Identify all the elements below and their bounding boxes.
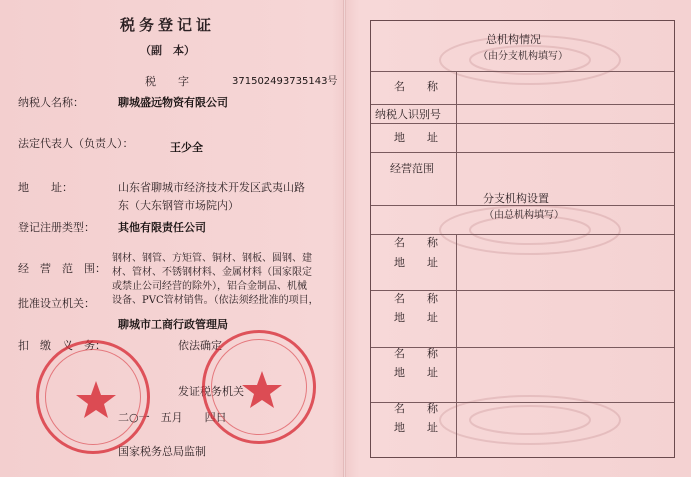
- taxpayer-name-label: 纳税人名称：: [18, 96, 84, 109]
- branch-name-label: 名 称: [394, 347, 438, 360]
- table-rule: [371, 234, 674, 235]
- withhold-label: 扣 缴 义 务：: [18, 339, 106, 352]
- branch-addr-label: 地 址: [394, 366, 438, 379]
- row-label-name: 名 称: [394, 80, 438, 93]
- scope-line: 材、管材、不锈钢材料、金属材料（国家限定: [112, 267, 312, 278]
- table-rule: [371, 123, 674, 124]
- address-line-2: 东（大东钢管市场院内）: [118, 199, 239, 212]
- table-divider: [456, 71, 457, 205]
- scope-line: 设备、PVC管材销售。（依法须经批准的项目，: [112, 295, 319, 306]
- table-divider: [456, 234, 457, 458]
- row-label-scope: 经营范围: [390, 162, 434, 175]
- withhold-value: 依法确定: [178, 339, 222, 352]
- taxpayer-name-value: 聊城盛远物资有限公司: [118, 96, 228, 109]
- certificate-title: 税务登记证: [120, 16, 216, 34]
- head-office-title: 总机构情况: [486, 33, 541, 46]
- branch-name-label: 名 称: [394, 292, 438, 305]
- head-office-note: （由分支机构填写）: [478, 51, 568, 62]
- branch-addr-label: 地 址: [394, 421, 438, 434]
- branch-title: 分支机构设置: [483, 192, 549, 205]
- scope-line: 钢材、钢管、方矩管、铜材、钢板、圆钢、建: [112, 253, 312, 264]
- branch-name-label: 名 称: [394, 236, 438, 249]
- tax-no-label: 税 字: [145, 75, 189, 88]
- reg-type-value: 其他有限责任公司: [118, 221, 206, 234]
- stamp-star-icon: [205, 333, 319, 447]
- table-rule: [371, 71, 674, 72]
- certificate-subtitle: （副 本）: [140, 44, 195, 57]
- branch-addr-label: 地 址: [394, 256, 438, 269]
- table-rule: [371, 152, 674, 153]
- row-label-taxpayer-id: 纳税人识别号: [375, 108, 441, 121]
- branch-name-label: 名 称: [394, 402, 438, 415]
- issue-date: 二○一 五月 四日: [118, 411, 227, 424]
- approval-value: 聊城市工商行政管理局: [118, 318, 228, 331]
- national-tax-stamp: [36, 340, 150, 454]
- approval-label: 批准设立机关：: [18, 297, 95, 310]
- stamp-star-icon: [39, 343, 153, 457]
- row-label-address: 地 址: [394, 131, 438, 144]
- legal-rep-value: 王少全: [170, 141, 203, 154]
- local-tax-stamp: [202, 330, 316, 444]
- table-rule: [371, 290, 674, 291]
- scope-label: 经 营 范 围：: [18, 262, 106, 275]
- page-fold: [343, 0, 346, 477]
- scope-line: 或禁止公司经营的除外），铝合金制品、机械: [112, 281, 307, 292]
- branch-note: （由总机构填写）: [484, 210, 564, 221]
- branch-addr-label: 地 址: [394, 311, 438, 324]
- address-line-1: 山东省聊城市经济技术开发区武夷山路: [118, 181, 305, 194]
- table-rule: [371, 104, 674, 105]
- supervision-footer: 国家税务总局监制: [118, 445, 206, 458]
- reg-type-label: 登记注册类型：: [18, 221, 95, 234]
- issuer-label: 发证税务机关: [178, 385, 244, 398]
- legal-rep-label: 法定代表人（负责人）：: [18, 137, 134, 150]
- address-label: 地 址：: [18, 181, 73, 194]
- tax-no-value: 371502493735143号: [232, 76, 338, 87]
